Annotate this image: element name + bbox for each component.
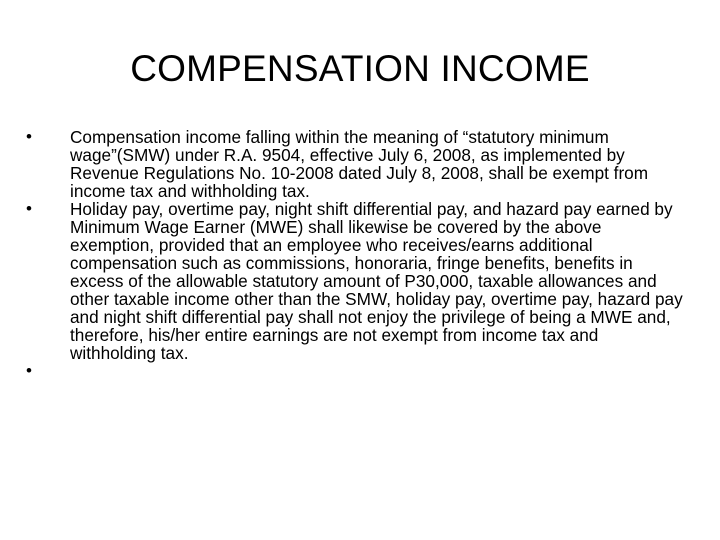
bullet-item [26, 200, 686, 362]
bullet-list [26, 128, 686, 380]
bullet-marker: • [26, 127, 32, 146]
bullet-marker: • [26, 361, 32, 380]
slide-title: COMPENSATION INCOME [130, 48, 590, 89]
bullet-text [70, 362, 686, 380]
bullet-item-empty [26, 362, 686, 380]
bullet-text: Holiday pay, overtime pay, night shift differential pay, and hazard pay earned by Minimum Wage Earner (MWE) shall likewise be covered by the above exemption, provided that an employee who receives/earns additional compensation such as commissions, honoraria, fringe benefits, benefits in excess of the allowable statutory amount of P30,000, taxable allowances and other taxable income other than the SMW, holiday pay, overtime pay, hazard pay and night shift differential pay shall not enjoy the privilege of being a MWE and, therefore, his/her entire earnings are not exempt from income tax and withholding tax. [70, 199, 683, 363]
bullet-item [26, 128, 686, 200]
bullet-marker: • [26, 199, 32, 218]
bullet-text: Compensation income falling within the meaning of “statutory minimum wage”(SMW) under R.A. 9504, effective July 6, 2008, as implemented by Revenue Regulations No. 10-2008 dated July 8, 2008, shall be exempt from income tax and withholding tax. [70, 127, 649, 201]
